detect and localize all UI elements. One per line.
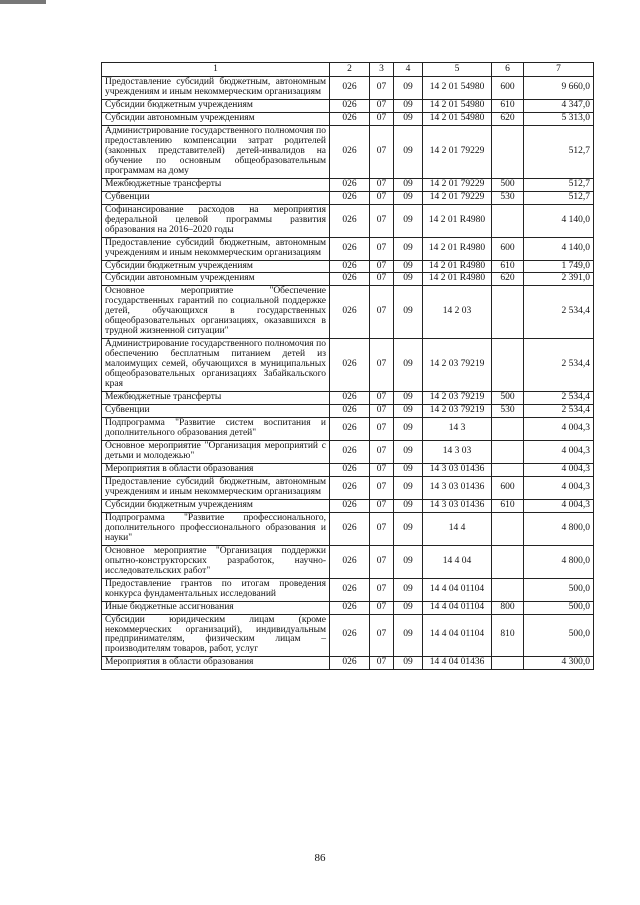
row-code: 026 <box>330 204 370 237</box>
row-section: 07 <box>370 125 394 178</box>
row-code: 026 <box>330 463 370 476</box>
row-name: Основное мероприятие "Организация мероприятий с детьми и молодежью" <box>102 441 330 464</box>
row-target-code: 14 2 03 <box>423 286 492 339</box>
row-subsection: 09 <box>394 512 423 545</box>
row-code: 026 <box>330 512 370 545</box>
table-row <box>102 112 594 125</box>
row-name: Предоставление субсидий бюджетным, автономным учреждениям и иным некоммерческим организациям <box>102 237 330 260</box>
row-expense-type <box>492 578 524 601</box>
row-section: 07 <box>370 191 394 204</box>
row-section: 07 <box>370 463 394 476</box>
row-subsection: 09 <box>394 125 423 178</box>
row-section: 07 <box>370 476 394 499</box>
row-amount: 512,7 <box>524 191 594 204</box>
row-code: 026 <box>330 601 370 614</box>
row-expense-type: 620 <box>492 112 524 125</box>
scan-corner-mark <box>0 0 46 4</box>
row-section: 07 <box>370 441 394 464</box>
row-subsection: 09 <box>394 273 423 286</box>
table-row <box>102 499 594 512</box>
row-subsection: 09 <box>394 441 423 464</box>
row-code: 026 <box>330 614 370 657</box>
row-subsection: 09 <box>394 405 423 418</box>
table-row <box>102 418 594 441</box>
row-expense-type: 600 <box>492 476 524 499</box>
row-section: 07 <box>370 405 394 418</box>
row-name: Межбюджетные трансферты <box>102 178 330 191</box>
table-row <box>102 657 594 670</box>
row-name: Субвенции <box>102 191 330 204</box>
row-code: 026 <box>330 191 370 204</box>
row-section: 07 <box>370 512 394 545</box>
page-number: 86 <box>314 852 326 864</box>
row-expense-type <box>492 657 524 670</box>
row-expense-type: 600 <box>492 237 524 260</box>
header-cell-expense: 6 <box>492 63 524 77</box>
row-expense-type: 610 <box>492 499 524 512</box>
row-target-code: 14 2 03 79219 <box>423 339 492 392</box>
row-subsection: 09 <box>394 601 423 614</box>
table-row <box>102 578 594 601</box>
row-target-code: 14 3 <box>423 418 492 441</box>
row-amount: 4 140,0 <box>524 204 594 237</box>
row-amount: 4 140,0 <box>524 237 594 260</box>
row-section: 07 <box>370 418 394 441</box>
row-subsection: 09 <box>394 418 423 441</box>
row-code: 026 <box>330 476 370 499</box>
row-subsection: 09 <box>394 392 423 405</box>
row-subsection: 09 <box>394 578 423 601</box>
row-amount: 4 347,0 <box>524 99 594 112</box>
row-target-code: 14 2 01 R4980 <box>423 260 492 273</box>
table-row <box>102 273 594 286</box>
row-subsection: 09 <box>394 463 423 476</box>
row-code: 026 <box>330 178 370 191</box>
table-row <box>102 77 594 100</box>
row-amount: 4 004,3 <box>524 476 594 499</box>
row-name: Субсидии бюджетным учреждениям <box>102 99 330 112</box>
row-section: 07 <box>370 99 394 112</box>
row-subsection: 09 <box>394 191 423 204</box>
budget-table-body <box>102 63 594 670</box>
row-expense-type <box>492 418 524 441</box>
header-cell-target: 5 <box>423 63 492 77</box>
table-row <box>102 339 594 392</box>
row-target-code: 14 2 01 R4980 <box>423 237 492 260</box>
row-expense-type <box>492 204 524 237</box>
table-row <box>102 392 594 405</box>
row-expense-type <box>492 545 524 578</box>
header-cell-subsection: 4 <box>394 63 423 77</box>
header-cell-section: 3 <box>370 63 394 77</box>
row-name: Предоставление субсидий бюджетным, автономным учреждениям и иным некоммерческим организациям <box>102 77 330 100</box>
row-code: 026 <box>330 99 370 112</box>
row-expense-type <box>492 463 524 476</box>
row-code: 026 <box>330 273 370 286</box>
table-header-row <box>102 63 594 77</box>
row-target-code: 14 3 03 01436 <box>423 499 492 512</box>
row-subsection: 09 <box>394 339 423 392</box>
row-amount: 4 800,0 <box>524 545 594 578</box>
header-cell-amount: 7 <box>524 63 594 77</box>
row-amount: 4 004,3 <box>524 418 594 441</box>
row-code: 026 <box>330 545 370 578</box>
row-subsection: 09 <box>394 545 423 578</box>
row-subsection: 09 <box>394 260 423 273</box>
row-name: Администрирование государственного полномочия по обеспечению бесплатным питанием детей из малоимущих семей, обучающихся в муниципальных общеобразовательных организациях Забайкальского края <box>102 339 330 392</box>
row-target-code: 14 4 04 01104 <box>423 601 492 614</box>
row-section: 07 <box>370 578 394 601</box>
table-row <box>102 601 594 614</box>
row-expense-type: 500 <box>492 392 524 405</box>
table-row <box>102 237 594 260</box>
row-name: Подпрограмма "Развитие профессионального, дополнительного профессионального образования и науки" <box>102 512 330 545</box>
row-code: 026 <box>330 657 370 670</box>
row-expense-type <box>492 441 524 464</box>
table-row <box>102 99 594 112</box>
row-section: 07 <box>370 601 394 614</box>
row-name: Межбюджетные трансферты <box>102 392 330 405</box>
row-target-code: 14 2 01 R4980 <box>423 273 492 286</box>
budget-table <box>101 62 594 670</box>
table-row <box>102 260 594 273</box>
row-name: Администрирование государственного полномочия по предоставлению компенсации затрат родителей (законных представителей) детей-инвалидов на обучение по основным общеобразовательным программам на дому <box>102 125 330 178</box>
row-target-code: 14 2 01 54980 <box>423 77 492 100</box>
row-section: 07 <box>370 237 394 260</box>
row-code: 026 <box>330 260 370 273</box>
row-expense-type: 610 <box>492 260 524 273</box>
row-name: Основное мероприятие "Обеспечение государственных гарантий по социальной поддержке детей, обучающихся в государственных общеобразовательных организациях, оказавшихся в трудной жизненной ситуации" <box>102 286 330 339</box>
row-name: Софинансирование расходов на мероприятия федеральной целевой программы развития образования на 2016–2020 годы <box>102 204 330 237</box>
row-amount: 4 800,0 <box>524 512 594 545</box>
table-row <box>102 178 594 191</box>
row-amount: 2 534,4 <box>524 339 594 392</box>
row-target-code: 14 4 04 01104 <box>423 614 492 657</box>
row-amount: 512,7 <box>524 178 594 191</box>
row-amount: 9 660,0 <box>524 77 594 100</box>
row-amount: 512,7 <box>524 125 594 178</box>
row-code: 026 <box>330 441 370 464</box>
row-expense-type: 800 <box>492 601 524 614</box>
row-amount: 4 300,0 <box>524 657 594 670</box>
row-expense-type <box>492 339 524 392</box>
table-row <box>102 545 594 578</box>
row-expense-type <box>492 286 524 339</box>
row-expense-type: 810 <box>492 614 524 657</box>
row-code: 026 <box>330 125 370 178</box>
row-section: 07 <box>370 77 394 100</box>
row-code: 026 <box>330 237 370 260</box>
row-expense-type <box>492 125 524 178</box>
row-target-code: 14 2 01 79229 <box>423 125 492 178</box>
row-section: 07 <box>370 545 394 578</box>
row-code: 026 <box>330 286 370 339</box>
row-target-code: 14 3 03 01436 <box>423 463 492 476</box>
row-expense-type: 530 <box>492 191 524 204</box>
row-name: Мероприятия в области образования <box>102 657 330 670</box>
row-expense-type: 600 <box>492 77 524 100</box>
row-subsection: 09 <box>394 657 423 670</box>
row-subsection: 09 <box>394 237 423 260</box>
row-subsection: 09 <box>394 476 423 499</box>
row-section: 07 <box>370 273 394 286</box>
row-name: Субсидии бюджетным учреждениям <box>102 499 330 512</box>
table-row <box>102 614 594 657</box>
row-amount: 1 749,0 <box>524 260 594 273</box>
row-target-code: 14 3 03 <box>423 441 492 464</box>
row-name: Субсидии бюджетным учреждениям <box>102 260 330 273</box>
row-amount: 2 391,0 <box>524 273 594 286</box>
row-name: Основное мероприятие "Организация поддержки опытно-конструкторских разработок, научно-исследовательских работ" <box>102 545 330 578</box>
row-amount: 2 534,4 <box>524 392 594 405</box>
row-section: 07 <box>370 657 394 670</box>
row-amount: 4 004,3 <box>524 463 594 476</box>
row-target-code: 14 3 03 01436 <box>423 476 492 499</box>
row-code: 026 <box>330 499 370 512</box>
row-amount: 500,0 <box>524 578 594 601</box>
row-amount: 500,0 <box>524 614 594 657</box>
row-name: Субсидии юридическим лицам (кроме некоммерческих организаций), индивидуальным предпринимателям, физическим лицам – производителям товаров, работ, услуг <box>102 614 330 657</box>
row-name: Предоставление грантов по итогам проведения конкурса фундаментальных исследований <box>102 578 330 601</box>
row-expense-type: 620 <box>492 273 524 286</box>
row-amount: 4 004,3 <box>524 499 594 512</box>
row-expense-type: 530 <box>492 405 524 418</box>
row-amount: 5 313,0 <box>524 112 594 125</box>
row-expense-type: 610 <box>492 99 524 112</box>
row-subsection: 09 <box>394 99 423 112</box>
row-section: 07 <box>370 112 394 125</box>
row-subsection: 09 <box>394 112 423 125</box>
row-name: Субсидии автономным учреждениям <box>102 273 330 286</box>
row-code: 026 <box>330 405 370 418</box>
row-section: 07 <box>370 499 394 512</box>
row-section: 07 <box>370 286 394 339</box>
row-amount: 2 534,4 <box>524 405 594 418</box>
row-target-code: 14 4 04 01104 <box>423 578 492 601</box>
row-amount: 4 004,3 <box>524 441 594 464</box>
row-subsection: 09 <box>394 499 423 512</box>
row-section: 07 <box>370 392 394 405</box>
table-row <box>102 125 594 178</box>
table-row <box>102 405 594 418</box>
table-row <box>102 204 594 237</box>
row-section: 07 <box>370 614 394 657</box>
table-row <box>102 463 594 476</box>
row-subsection: 09 <box>394 77 423 100</box>
row-section: 07 <box>370 178 394 191</box>
row-amount: 2 534,4 <box>524 286 594 339</box>
table-row <box>102 286 594 339</box>
row-section: 07 <box>370 339 394 392</box>
row-subsection: 09 <box>394 286 423 339</box>
row-name: Иные бюджетные ассигнования <box>102 601 330 614</box>
row-name: Мероприятия в области образования <box>102 463 330 476</box>
row-code: 026 <box>330 578 370 601</box>
row-name: Субсидии автономным учреждениям <box>102 112 330 125</box>
row-expense-type <box>492 512 524 545</box>
row-target-code: 14 2 03 79219 <box>423 392 492 405</box>
row-target-code: 14 2 01 R4980 <box>423 204 492 237</box>
row-name: Предоставление субсидий бюджетным, автономным учреждениям и иным некоммерческим организациям <box>102 476 330 499</box>
row-subsection: 09 <box>394 614 423 657</box>
table-row <box>102 512 594 545</box>
row-target-code: 14 4 04 <box>423 545 492 578</box>
row-target-code: 14 4 <box>423 512 492 545</box>
row-code: 026 <box>330 339 370 392</box>
row-target-code: 14 2 01 54980 <box>423 112 492 125</box>
row-target-code: 14 2 01 79229 <box>423 178 492 191</box>
row-code: 026 <box>330 77 370 100</box>
table-row <box>102 476 594 499</box>
row-code: 026 <box>330 392 370 405</box>
table-row <box>102 191 594 204</box>
row-target-code: 14 2 01 54980 <box>423 99 492 112</box>
row-amount: 500,0 <box>524 601 594 614</box>
row-subsection: 09 <box>394 178 423 191</box>
header-cell-code: 2 <box>330 63 370 77</box>
row-target-code: 14 4 04 01436 <box>423 657 492 670</box>
row-target-code: 14 2 01 79229 <box>423 191 492 204</box>
row-name: Субвенции <box>102 405 330 418</box>
header-cell-name: 1 <box>102 63 330 77</box>
row-section: 07 <box>370 260 394 273</box>
row-section: 07 <box>370 204 394 237</box>
row-name: Подпрограмма "Развитие систем воспитания и дополнительного образования детей" <box>102 418 330 441</box>
table-row <box>102 441 594 464</box>
row-code: 026 <box>330 418 370 441</box>
row-expense-type: 500 <box>492 178 524 191</box>
row-subsection: 09 <box>394 204 423 237</box>
row-target-code: 14 2 03 79219 <box>423 405 492 418</box>
row-code: 026 <box>330 112 370 125</box>
